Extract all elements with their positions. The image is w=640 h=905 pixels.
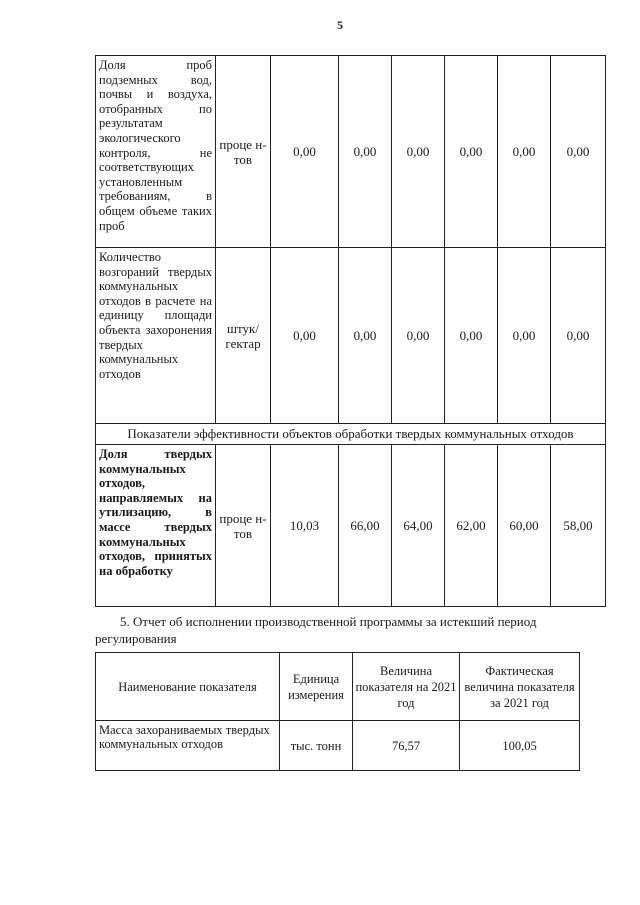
indicators-table <box>95 55 606 607</box>
header-fact-value: Фактическая величина показателя за 2021 год <box>460 653 580 721</box>
indicator-value: 60,00 <box>498 445 551 607</box>
indicator-value: 0,00 <box>392 56 445 248</box>
indicator-value: 64,00 <box>392 445 445 607</box>
header-plan-value: Величина показателя на 2021 год <box>353 653 460 721</box>
indicator-value: 0,00 <box>445 248 498 424</box>
indicator-value: 0,00 <box>445 56 498 248</box>
indicator-value: 66,00 <box>339 445 392 607</box>
indicator-value: 0,00 <box>392 248 445 424</box>
indicator-value: 0,00 <box>339 248 392 424</box>
table-row <box>96 445 606 607</box>
report-indicator-name: Масса захораниваемых твердых коммунальных отходов <box>96 721 280 771</box>
indicator-value: 0,00 <box>271 56 339 248</box>
indicator-value: 0,00 <box>498 56 551 248</box>
report-table <box>95 652 580 771</box>
section-title: Показатели эффективности объектов обработки твердых коммунальных отходов <box>96 424 606 445</box>
indicator-unit: проце н-тов <box>216 445 271 607</box>
page-number: 5 <box>337 18 343 32</box>
report-fact-value: 100,05 <box>460 721 580 771</box>
indicator-value: 58,00 <box>551 445 606 607</box>
report-header-row <box>96 653 580 721</box>
indicator-value: 0,00 <box>498 248 551 424</box>
indicator-name: Количество возгораний твердых коммунальных отходов в расчете на единицу площади объекта захоронения твердых коммунальных отходов <box>96 248 216 424</box>
indicator-value: 10,03 <box>271 445 339 607</box>
indicator-name: Доля проб подземных вод, почвы и воздуха, отобранных по результатам экологического контроля, не соответствующих установленным требованиям, в общем объеме таких проб <box>96 56 216 248</box>
indicator-unit: проце н-тов <box>216 56 271 248</box>
table-row <box>96 248 606 424</box>
indicator-value: 0,00 <box>551 56 606 248</box>
indicator-value: 0,00 <box>551 248 606 424</box>
indicator-value: 0,00 <box>271 248 339 424</box>
indicator-value: 62,00 <box>445 445 498 607</box>
header-indicator-name: Наименование показателя <box>96 653 280 721</box>
indicator-unit: штук/ гектар <box>216 248 271 424</box>
table-row <box>96 721 580 771</box>
report-section-title: 5. Отчет об исполнении производственной программы за истекший период регулирования <box>95 614 537 646</box>
indicator-value: 0,00 <box>339 56 392 248</box>
report-plan-value: 76,57 <box>353 721 460 771</box>
report-unit: тыс. тонн <box>280 721 353 771</box>
table-row <box>96 56 606 248</box>
header-unit: Единица измерения <box>280 653 353 721</box>
section-header-row <box>96 424 606 445</box>
indicator-name: Доля твердых коммунальных отходов, направляемых на утилизацию, в массе твердых коммунальных отходов, принятых на обработку <box>96 445 216 607</box>
